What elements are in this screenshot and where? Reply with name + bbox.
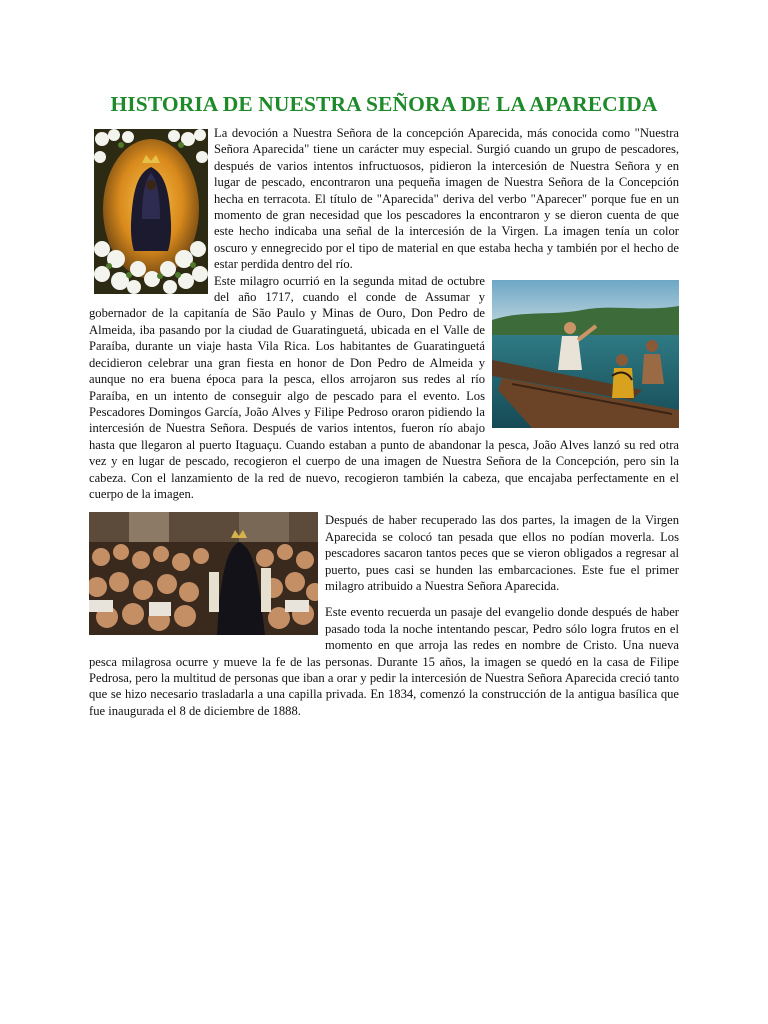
paragraph-intro: La devoción a Nuestra Señora de la concepción Aparecida, más conocida como "Nuestra Señora Aparecida" tiene un carácter muy especial. Surgió cuando un grupo de pescadores, después de varios intentos infructuosos, pidieron la intercesión de Nuestra Señora y en lugar de pescado, encontraron una pequeña imagen de Nuestra Señora de la Concepción hecha en terracota. El título de "Aparecida" deriva del verbo "Aparecer" porque fue en un momento de gran necesidad que los pescadores la encontraron y se dieron cuenta de que este hecho indicaba una señal de la intercesión de la Virgen. La imagen tenía un color oscuro y ennegrecido por el tipo de material en que estaba hecha y también por el hecho de estar perdida dentro del río. — [214, 126, 679, 272]
crowd-procession-image — [89, 512, 318, 635]
statue-flowers-image — [94, 129, 208, 294]
page-title: HISTORIA DE NUESTRA SEÑORA DE LA APARECIDA — [110, 92, 658, 116]
paragraph-first-miracle: Después de haber recuperado las dos partes, la imagen de la Virgen Aparecida se colocó tan pesada que ellos no podían moverla. Los pescadores sacaron tantos peces que se vieron obligados a regresar al puerto, pues casi se hunden las embarcaciones. Este fue el primer milagro atribuido a Nuestra Señora Aparecida. — [325, 513, 679, 593]
article-body — [89, 125, 679, 719]
fishermen-boat-image — [492, 280, 679, 428]
paragraph-gospel: Este evento recuerda un pasaje del evangelio donde después de haber pasado toda la noche intentando pescar, Pedro sólo logra frutos en el momento en que arroja las redes en nombre de Cristo. Una nueva pesca milagrosa ocurre y mueve la fe de las personas. Durante 15 años, la imagen se quedó en la casa de Filipe Pedrosa, pero la multitud de personas que iban a orar y pedir la intercesión de Nuestra Señora Aparecida creció tanto que se hizo necesario trasladarla a una capilla privada. En 1834, comenzó la construcción de la antigua basílica que fue inaugurada el 8 de diciembre de 1888. — [89, 605, 679, 718]
paragraph-miracle: Este milagro ocurrió en la segunda mitad de octubre del año 1717, cuando el conde de Assumar y gobernador de la capitanía de São Paulo y Minas de Ouro, Don Pedro de Almeida, iba pasando por la ciudad de Guaratinguetá, ubicada en el Valle de Paraíba, durante un viaje hasta Vila Rica. Los habitantes de Guaratinguetá decidieron celebrar una gran fiesta en honor de Don Pedro de Almeida y aunque no era buena época para la pesca, ellos arrojaron sus redes al río Paraíba, en un intento de conseguir algo de pescado para el evento. Los Pescadores Domingos García, João Alves y Filipe Pedroso oraron pidiendo la intercesión de Nuestra Señora. Después de varios intentos, fueron río abajo hasta que llegaron al puerto Itaguaçu. Cuando estaban a punto de abandonar la pesca, João Alves lanzó su red otra vez y en lugar de pescado, recogieron el cuerpo de una imagen de Nuestra Señora de la Concepción, pero sin la cabeza. Con el lanzamiento de la red de nuevo, recogieron también la cabeza, que encajaba perfectamente en el cuerpo de la imagen. — [89, 273, 679, 501]
